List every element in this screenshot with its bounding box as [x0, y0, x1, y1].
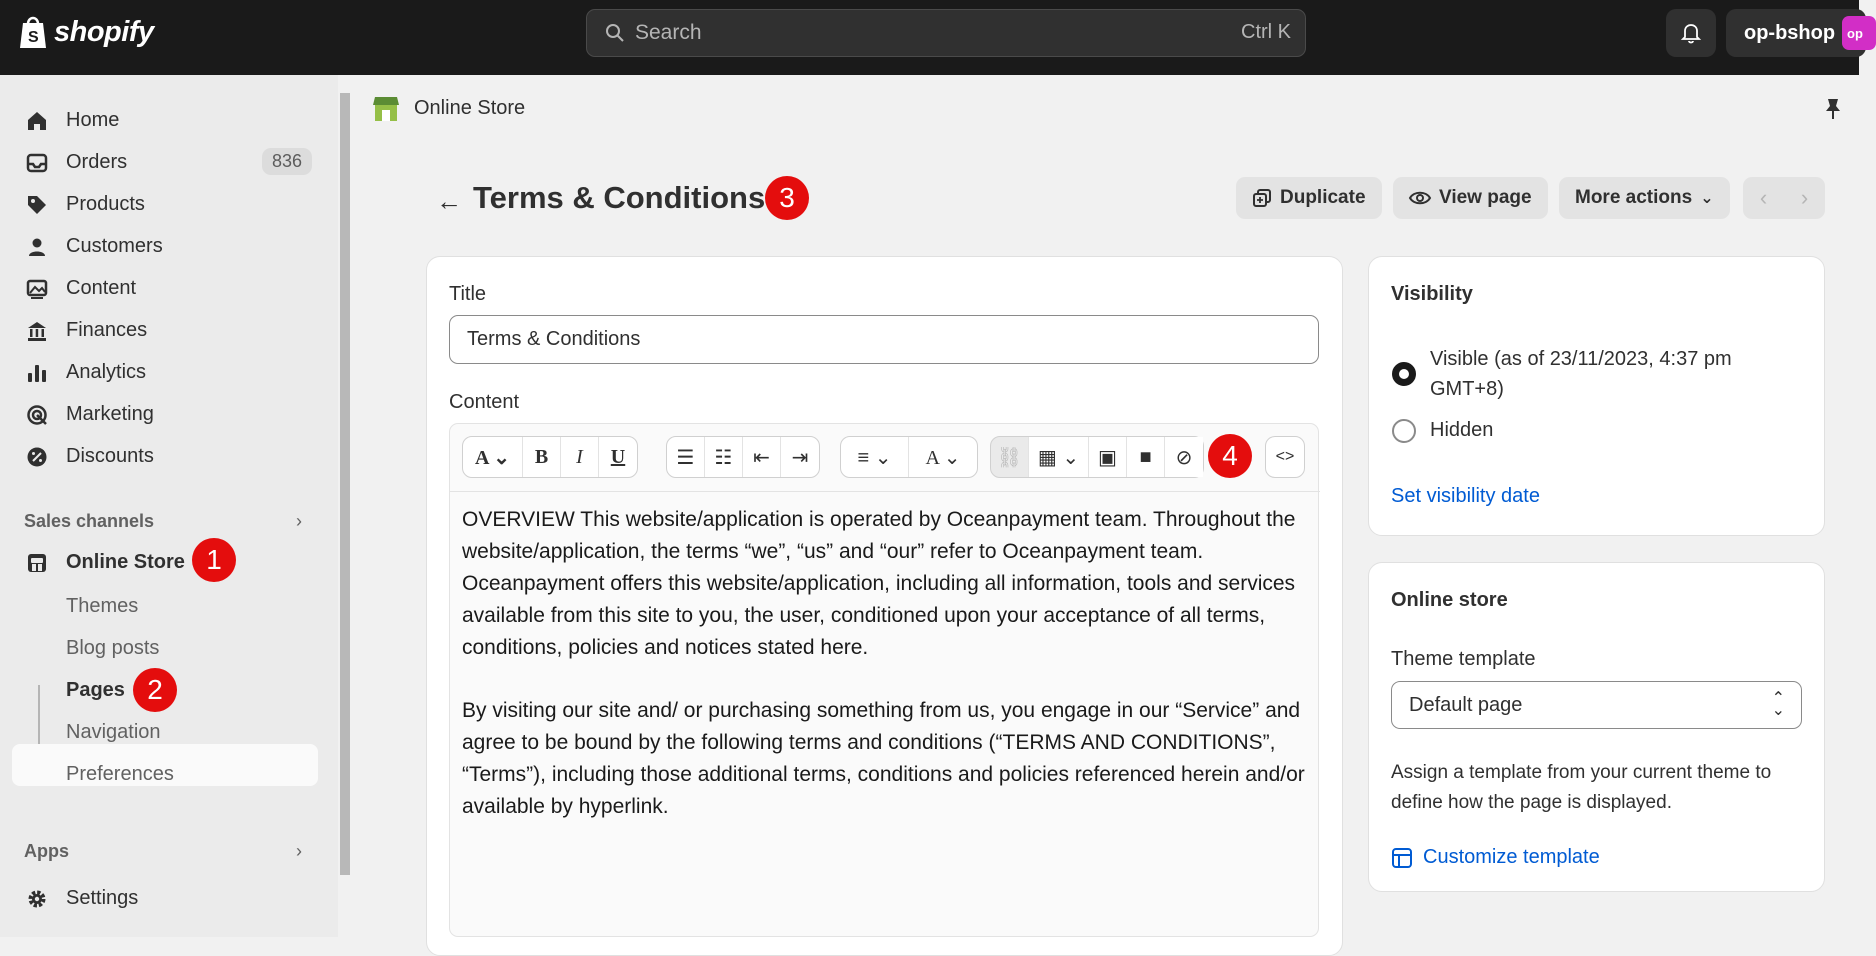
- search-input[interactable]: [586, 9, 1306, 57]
- theme-template-label: Theme template: [1391, 648, 1536, 670]
- sales-channels-heading: Sales channels: [24, 511, 155, 531]
- numbered-list-icon[interactable]: ☷: [705, 437, 743, 477]
- chevron-down-icon: ⌄: [1700, 190, 1714, 207]
- customize-template-link[interactable]: [1391, 846, 1600, 869]
- html-code-icon[interactable]: <>: [1275, 448, 1295, 465]
- page-title: Terms & Conditions: [473, 180, 766, 215]
- sidebar-item-finances[interactable]: [12, 310, 318, 350]
- annotation-badge-2: 2: [133, 668, 177, 712]
- visible-label: Visible (as of 23/11/2023, 4:37 pm GMT+8): [1430, 348, 1732, 400]
- sidebar-item-home[interactable]: [12, 100, 318, 140]
- next-icon[interactable]: ›: [1800, 185, 1809, 210]
- sidebar-subitem-navigation[interactable]: Navigation: [66, 721, 161, 743]
- sidebar-item-orders[interactable]: [12, 142, 318, 182]
- clear-format-icon[interactable]: ⊘: [1165, 437, 1203, 477]
- discount-icon: [26, 446, 48, 468]
- sidebar-item-label: Content: [66, 277, 137, 299]
- back-arrow-icon[interactable]: ←: [436, 186, 462, 216]
- italic-button[interactable]: I: [561, 437, 599, 477]
- shopping-bag-icon: [18, 14, 48, 50]
- title-input[interactable]: [449, 315, 1319, 364]
- sidebar-item-label: Analytics: [66, 361, 147, 383]
- link-icon[interactable]: ⛓: [991, 437, 1029, 477]
- sidebar-item-products[interactable]: [12, 184, 318, 224]
- set-visibility-date-link[interactable]: Set visibility date: [1391, 485, 1540, 507]
- sidebar-item-label: Customers: [66, 235, 163, 257]
- sidebar-item-label: Finances: [66, 319, 148, 341]
- bullet-list-icon[interactable]: ☰: [667, 437, 705, 477]
- title-input-value: Terms & Conditions: [467, 328, 641, 350]
- insert-group: [990, 436, 1204, 478]
- text-format-group: [462, 436, 638, 478]
- bold-button[interactable]: B: [523, 437, 561, 477]
- top-bar: [0, 0, 1863, 75]
- image-icon: [26, 278, 48, 300]
- sidebar-item-settings[interactable]: [12, 878, 318, 918]
- list-group: [666, 436, 820, 478]
- sidebar-item-analytics[interactable]: [12, 352, 318, 392]
- sidebar-item-label: Orders: [66, 151, 128, 173]
- shopify-logo[interactable]: [18, 14, 154, 50]
- bar-chart-icon: [26, 362, 48, 384]
- logo-text: shopify: [54, 15, 154, 48]
- target-icon: [26, 404, 48, 426]
- template-help-text: Assign a template from your current theme to define how the page is displayed.: [1391, 762, 1772, 813]
- sidebar-item-discounts[interactable]: [12, 436, 318, 476]
- layout-icon: [1391, 847, 1413, 869]
- sidebar: [0, 75, 338, 937]
- app-title: Online Store: [414, 97, 526, 119]
- editor-toolbar: [450, 424, 1320, 492]
- video-icon[interactable]: ■: [1127, 437, 1165, 477]
- scrollbar-thumb[interactable]: [340, 93, 350, 875]
- sidebar-item-marketing[interactable]: [12, 394, 318, 434]
- eye-icon: [1409, 189, 1431, 207]
- select-arrows-icon: ⌃ ⌄: [1771, 690, 1785, 719]
- chevron-right-icon[interactable]: ›: [296, 511, 302, 531]
- hidden-radio[interactable]: [1392, 419, 1416, 443]
- sidebar-subitem-blog-posts[interactable]: Blog posts: [66, 637, 160, 659]
- rich-text-editor[interactable]: [449, 423, 1319, 937]
- sidebar-subitem-preferences[interactable]: Preferences: [66, 763, 174, 785]
- bank-icon: [26, 320, 48, 342]
- sidebar-item-content[interactable]: [12, 268, 318, 308]
- hidden-label: Hidden: [1430, 419, 1494, 441]
- theme-template-select[interactable]: [1391, 681, 1802, 729]
- chevron-right-icon[interactable]: ›: [296, 841, 302, 861]
- app-bar: [354, 75, 1859, 143]
- align-color-group: [840, 436, 978, 478]
- editor-content[interactable]: [462, 504, 1312, 854]
- search-icon: [605, 23, 625, 43]
- sidebar-item-label: Marketing: [66, 403, 154, 425]
- store-icon: [26, 552, 48, 574]
- customize-template-label: Customize template: [1423, 846, 1600, 868]
- table-dropdown[interactable]: ▦ ⌄: [1029, 437, 1089, 477]
- align-dropdown[interactable]: ≡ ⌄: [841, 437, 909, 477]
- search-placeholder: Search: [635, 21, 702, 44]
- duplicate-button[interactable]: [1236, 177, 1382, 219]
- sidebar-item-label: Products: [66, 193, 145, 215]
- sidebar-subitem-pages[interactable]: Pages: [66, 679, 125, 701]
- tag-icon: [26, 194, 48, 216]
- duplicate-label: Duplicate: [1280, 187, 1366, 208]
- view-page-button[interactable]: [1393, 177, 1548, 219]
- person-icon: [26, 236, 48, 258]
- view-page-label: View page: [1439, 187, 1532, 208]
- sidebar-item-label: Settings: [66, 887, 139, 909]
- more-actions-button[interactable]: [1559, 177, 1730, 219]
- shop-name: op-bshop: [1744, 21, 1836, 44]
- annotation-badge-4: 4: [1208, 434, 1252, 478]
- home-icon: [26, 110, 48, 132]
- content-paragraph-2: By visiting our site and/ or purchasing something from us, you engage in our “Service” and agree to be bound by the following terms and conditions (“TERMS AND CONDITIONS”, “Terms”), including those additional terms, conditions and policies referenced herein and/or available by hyperlink.: [462, 699, 1305, 818]
- apps-heading: Apps: [24, 841, 69, 861]
- sidebar-subitem-themes[interactable]: Themes: [66, 595, 139, 617]
- shop-menu-button[interactable]: [1726, 9, 1866, 57]
- theme-template-value: Default page: [1409, 694, 1523, 716]
- inbox-icon: [26, 152, 48, 174]
- annotation-badge-1: 1: [192, 538, 236, 582]
- search-shortcut: Ctrl K: [1241, 21, 1291, 43]
- sidebar-item-online-store[interactable]: [12, 542, 318, 582]
- text-color-dropdown[interactable]: A ⌄: [925, 446, 961, 469]
- duplicate-icon: [1252, 188, 1272, 208]
- html-group: [1265, 436, 1305, 478]
- more-actions-label: More actions: [1575, 187, 1693, 208]
- underline-button[interactable]: U: [610, 445, 626, 468]
- svg-text:S: S: [28, 29, 39, 46]
- previous-icon[interactable]: ‹: [1759, 185, 1768, 210]
- bell-icon: [1680, 22, 1702, 44]
- pagination: [1743, 177, 1825, 219]
- shop-avatar: op: [1842, 16, 1876, 50]
- online-store-icon: [372, 93, 400, 123]
- online-store-heading: Online store: [1391, 589, 1508, 611]
- sidebar-scrollbar[interactable]: [338, 75, 354, 937]
- visible-radio[interactable]: [1392, 362, 1416, 386]
- notifications-button[interactable]: [1666, 9, 1716, 57]
- annotation-badge-3: 3: [765, 176, 809, 220]
- sidebar-item-label: Online Store: [66, 551, 185, 573]
- sidebar-item-customers[interactable]: [12, 226, 318, 266]
- orders-count-badge: 836: [262, 148, 312, 175]
- sidebar-item-label: Discounts: [66, 445, 154, 467]
- font-style-dropdown[interactable]: A ⌄: [463, 437, 523, 477]
- indent-icon[interactable]: ⇥: [791, 446, 809, 469]
- sidebar-item-label: Home: [66, 109, 120, 131]
- image-icon[interactable]: ▣: [1089, 437, 1127, 477]
- title-label: Title: [449, 283, 487, 305]
- content-paragraph-1: OVERVIEW This website/application is operated by Oceanpayment team. Throughout the website/application, the terms “we”, “us” and “our” refer to Oceanpayment team. Oceanpayment offers this website/application, including all information, tools and services available from this site to you, the user, conditioned upon your acceptance of all terms, conditions, policies and notices stated here.: [462, 508, 1296, 659]
- visibility-heading: Visibility: [1391, 283, 1473, 305]
- gear-icon: [26, 888, 48, 910]
- outdent-icon[interactable]: ⇤: [743, 437, 781, 477]
- content-label: Content: [449, 391, 520, 413]
- pin-icon[interactable]: [1823, 97, 1843, 121]
